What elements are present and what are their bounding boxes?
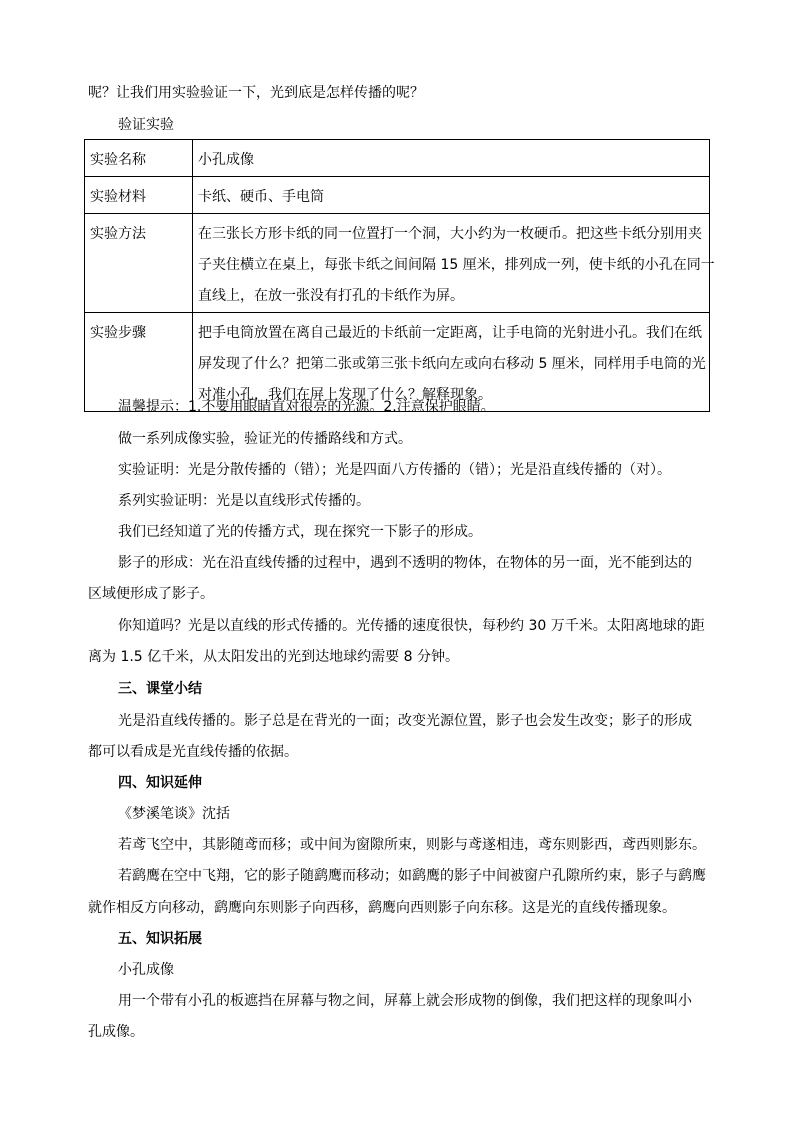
table-label-cell: 实验方法 [85,214,193,313]
section-5-title: 五、知识拓展 [118,931,202,947]
summary-paragraph-line-1: 光是沿直线传播的。影子总是在背光的一面；改变光源位置，影子也会发生改变；影子的形成 [118,713,692,729]
cell-text-line: 对准小孔，我们在屏上发现了什么？解释现象。 [198,387,492,403]
translation-paragraph-line-1: 若鹞鹰在空中飞翔，它的影子随鹞鹰而移动；如鹞鹰的影子中间被窗户孔隙所约束，影子与鹞鹰 [118,868,706,884]
translation-paragraph-line-2: 就作相反方向移动，鹞鹰向东则影子向西移，鹞鹰向西则影子向东移。这是光的直线传播现象。 [88,900,676,916]
classic-quote: 若鸢飞空中，其影随鸢而移；或中间为窗隙所束，则影与鸢遂相违，鸢东则影西，鸢西则影东。 [118,837,706,853]
summary-paragraph-line-2: 都可以看成是光直线传播的依据。 [88,744,298,760]
pinhole-title: 小孔成像 [118,962,174,978]
table-value-cell [193,177,710,214]
didyouknow-paragraph-line-2: 离为 1.5 亿千米，从太阳发出的光到达地球约需要 8 分钟。 [88,649,459,665]
pinhole-paragraph-line-2: 孔成像。 [88,1024,144,1040]
table-value-cell [193,214,715,313]
didyouknow-paragraph-line-1: 你知道吗？光是以直线的形式传播的。光传播的速度很快，每秒约 30 万千米。太阳离地球的距 [118,618,705,634]
book-title: 《梦溪笔谈》沈括 [118,806,230,822]
cell-text-line: 卡纸、硬币、手电筒 [198,189,324,205]
pinhole-paragraph-line-1: 用一个带有小孔的板遮挡在屏幕与物之间，屏幕上就会形成物的倒像，我们把这样的现象叫小 [118,993,692,1009]
cell-text-line: 把手电筒放置在离自己最近的卡纸前一定距离，让手电筒的光射进小孔。我们在纸 [198,325,702,341]
cell-text-line: 屏发现了什么？把第二张或第三张卡纸向左或向右移动 5 厘米，同样用手电筒的光 [198,356,706,372]
table-value-cell [193,140,710,177]
table-label-cell: 实验步骤 [85,313,193,412]
cell-text-line: 小孔成像 [198,152,254,168]
table-label-cell: 实验材料 [85,177,193,214]
cell-text-line: 直线上，在放一张没有打孔的卡纸作为屏。 [198,288,464,304]
cell-text-line: 在三张长方形卡纸的同一位置打一个洞，大小约为一枚硬币。把这些卡纸分别用夹 [198,226,702,242]
table-row [85,177,710,214]
proof-paragraph: 实验证明：光是分散传播的（错）；光是四面八方传播的（错）；光是沿直线传播的（对）。 [118,462,671,478]
known-paragraph: 我们已经知道了光的传播方式，现在探究一下影子的形成。 [118,524,482,540]
cell-text-line: 子夹住横立在桌上，每张卡纸之间间隔 15 厘米，排列成一列，使卡纸的小孔在同一 [198,257,715,273]
shadow-paragraph-line-1: 影子的形成：光在沿直线传播的过程中，遇到不透明的物体，在物体的另一面，光不能到达的 [118,555,692,571]
shadow-paragraph-line-2: 区域便形成了影子。 [88,586,214,602]
table-row [85,214,710,313]
table-label-cell: 实验名称 [85,140,193,177]
series-proof-paragraph: 系列实验证明：光是以直线形式传播的。 [118,493,370,509]
section-4-title: 四、知识延伸 [118,775,202,791]
tip-paragraph: 温馨提示：1.不要用眼睛直对很亮的光源。2.注意保护眼睛。 [118,399,495,415]
series-paragraph: 做一系列成像实验，验证光的传播路线和方式。 [118,431,412,447]
experiment-heading: 验证实验 [118,117,174,133]
section-3-title: 三、课堂小结 [118,681,202,697]
table-row [85,140,710,177]
experiment-table [84,139,715,412]
intro-line: 呢？让我们用实验验证一下，光到底是怎样传播的呢？ [88,85,424,101]
